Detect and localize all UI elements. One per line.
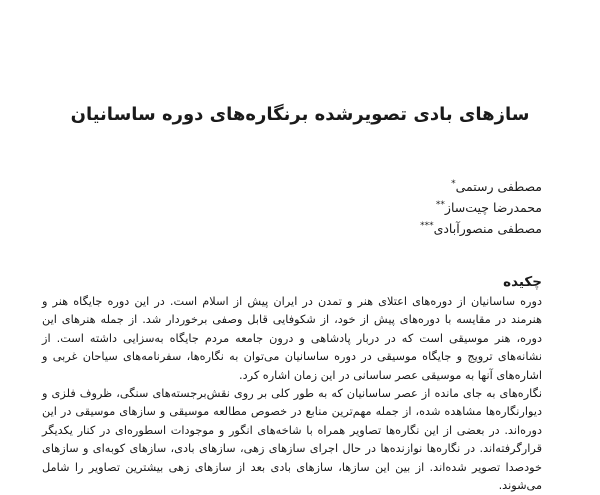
abstract-paragraph-2: نگاره‌های به جای مانده از عصر ساسانیان که به طور کلی بر روی نقش‌برجسته‌های سنگی، ظروف فلزی و دیوارنگاره‌ها مشاهده شده، از جمله مهم‌ترین منابع در خصوص مطالعه موسیقی و سازهای موسیقی در این دوره‌اند. در بعضی از این نگاره‌ها تصاویر همراه با شاخه‌های انگور و موجودات اسطوره‌ای در کنار یکدیگر قرارگرفته‌اند. در نگاره‌ها نوازنده‌ها در حال اجرای سازهای زهی، سازهای بادی، سازهای کوبه‌ای و سازهای خودصدا تصویر شده‌اند. از بین این سازها، سازهای بادی بعد از سازهای زهی بیشترین تصاویر را شامل می‌شوند. — [42, 387, 542, 493]
author-name: محمدرضا چیت‌ساز — [444, 200, 542, 215]
author-footnote-mark: ** — [435, 199, 445, 210]
author-name: مصطفی رستمی — [455, 179, 542, 194]
author-name: مصطفی منصورآبادی — [433, 221, 542, 236]
author-footnote-mark: * — [451, 178, 456, 189]
paper-title: سازهای بادی تصویرشده برنگاره‌های دوره ساسانیان — [70, 104, 530, 125]
abstract-heading: چکیده — [503, 274, 542, 290]
author-list — [242, 176, 542, 239]
abstract-body — [42, 293, 542, 495]
author-footnote-mark: *** — [420, 220, 434, 231]
author-3 — [242, 218, 542, 239]
author-1 — [242, 176, 542, 197]
author-2 — [242, 197, 542, 218]
abstract-paragraph-1: دوره ساسانیان از دوره‌های اعتلای هنر و تمدن در ایران پیش از اسلام است. در این دوره جایگاه هنر و هنرمند در مقایسه با دوره‌های پیش از خود، از شکوفایی قابل وصفی برخوردار شد. از جمله هنرهای این دوره، هنر موسیقی است که در دربار پادشاهی و درون جامعه مردم جایگاه به‌سزایی داشته است. از نشانه‌های ترویج و جایگاه موسیقی در دوره ساسانیان می‌توان به نگاره‌ها، سفرنامه‌های سیاحان غربی و اشاره‌های آنها به موسیقی عصر ساسانی در این زمان اشاره کرد. — [42, 295, 542, 382]
